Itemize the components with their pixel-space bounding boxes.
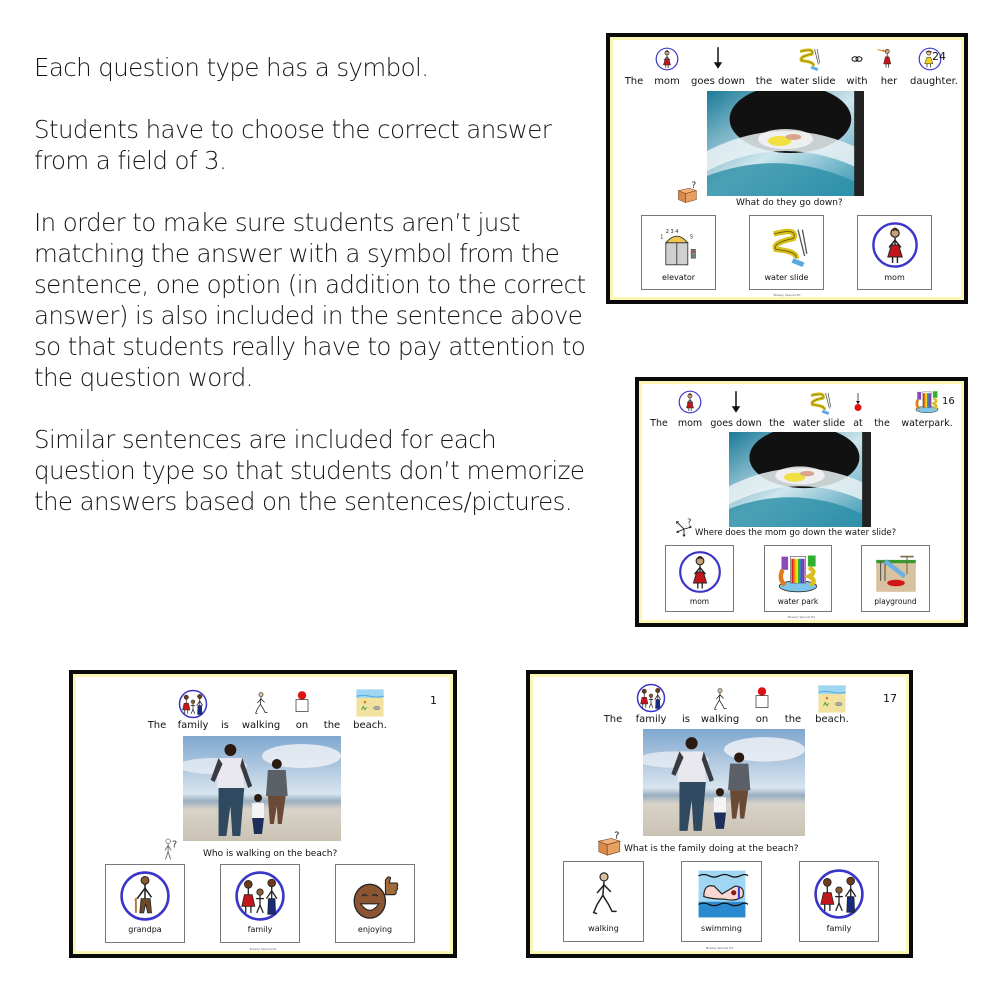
sentence-word: beach. [815, 714, 849, 725]
footer-credit: Breezy Special Ed [773, 293, 801, 297]
sentence-word: walking [700, 714, 740, 725]
sentence-word: with [846, 76, 868, 87]
beach-icon [353, 686, 387, 720]
on-icon [750, 682, 774, 714]
sentence-word: mom [654, 76, 680, 87]
answer-label: swimming [701, 924, 742, 933]
answer-label: mom [689, 597, 710, 606]
sentence-word: family [635, 714, 667, 725]
sentence-word: on [295, 720, 309, 731]
answer-label: walking [588, 924, 619, 933]
answer-option-swimming[interactable] [681, 861, 762, 942]
waterpark-icon [913, 388, 941, 414]
answer-option-water-park[interactable] [764, 545, 832, 612]
answer-label: playground [874, 597, 917, 606]
family-icon [636, 683, 666, 713]
page-number: 1 [430, 694, 437, 707]
sentence-word: is [221, 720, 229, 731]
on-icon [290, 686, 314, 718]
mom-icon [871, 221, 919, 269]
sentence-word: the [323, 720, 341, 731]
worksheet-card-16 [635, 377, 968, 627]
answer-option-elevator[interactable] [641, 215, 716, 290]
sentence-word: is [682, 714, 690, 725]
walking-icon [708, 682, 732, 716]
intro-paragraph-3: In order to make sure students aren’t just matching the answer with a symbol from the sentence, one option (in addition to the correct answer) is also included in the sentence above so that students really have to pay attention to the question word. [34, 208, 586, 392]
swimming-icon [696, 868, 748, 920]
grandpa-icon [119, 870, 171, 922]
page-number: 24 [932, 50, 946, 63]
water-slide-icon [795, 45, 821, 71]
beach-icon [815, 682, 849, 716]
worksheet-card-1 [69, 670, 457, 958]
down-arrow-icon [706, 45, 730, 71]
answer-label: family [247, 925, 273, 934]
question-text: Where does the mom go down the water slide? [695, 528, 897, 538]
answer-label: water park [777, 597, 819, 606]
answer-option-grandpa[interactable] [105, 864, 185, 943]
sentence-word: the [755, 76, 773, 87]
walking-icon [581, 866, 627, 920]
at-pin-icon [848, 389, 868, 415]
family-beach-photo [643, 729, 805, 836]
sentence [530, 714, 917, 728]
down-arrow-icon [724, 389, 748, 415]
footer-credit: Breezy Special Ed [249, 947, 277, 951]
answer-label: mom [884, 273, 905, 282]
who-person-icon [159, 834, 185, 864]
intro-paragraph-1: Each question type has a symbol. [34, 53, 429, 82]
sentence [73, 720, 461, 734]
answer-option-mom[interactable] [857, 215, 932, 290]
sentence-word: water slide [780, 76, 836, 87]
answer-option-family[interactable] [799, 861, 879, 942]
answer-label: elevator [661, 273, 696, 282]
water-slide-photo [729, 432, 871, 527]
what-box-icon [596, 830, 624, 858]
sentence-word: The [624, 76, 644, 87]
intro-paragraph-4: Similar sentences are included for each question type so that students don’t memorize the answers based on the sentences/pictures. [34, 425, 585, 516]
intro-paragraph-2: Students have to choose the correct answer from a field of 3. [34, 115, 552, 175]
question-text: Who is walking on the beach? [203, 849, 338, 859]
where-arrows-icon [673, 517, 695, 539]
water-slide-icon [765, 221, 809, 269]
sentence-word: waterpark. [901, 418, 953, 429]
question-text: What is the family doing at the beach? [624, 844, 799, 854]
sentence-word: the [874, 418, 890, 429]
answer-option-mom[interactable] [665, 545, 734, 612]
answer-option-water-slide[interactable] [749, 215, 824, 290]
answer-option-playground[interactable] [861, 545, 930, 612]
family-beach-photo [183, 736, 341, 841]
sentence-word: on [755, 714, 769, 725]
footer-credit: Breezy Special Ed [788, 615, 815, 619]
playground-icon [873, 550, 919, 594]
family-icon [813, 868, 865, 920]
sentence-word: The [650, 418, 668, 429]
walking-icon [249, 686, 273, 720]
page-number: 16 [942, 396, 955, 407]
answer-label: family [826, 924, 852, 933]
answer-option-enjoying[interactable] [335, 864, 415, 943]
enjoying-icon [349, 870, 401, 922]
sentence-word: walking [241, 720, 281, 731]
water-slide-icon [806, 389, 832, 415]
mom-icon [678, 550, 722, 594]
sentence [639, 418, 972, 432]
sentence-word: beach. [353, 720, 387, 731]
answer-label: grandpa [128, 925, 162, 934]
page-number: 17 [883, 692, 897, 705]
sentence-word: The [147, 720, 167, 731]
answer-label: enjoying [357, 925, 393, 934]
family-icon [178, 689, 208, 719]
sentence-word: her [880, 76, 898, 87]
sentence-word: daughter. [910, 76, 958, 87]
sentence-word: at [853, 418, 863, 429]
intro-text [34, 52, 604, 548]
worksheet-card-24 [606, 33, 968, 304]
sentence-word: the [784, 714, 802, 725]
mom-icon [655, 47, 679, 71]
elevator-icon [657, 221, 701, 269]
answer-option-family[interactable] [220, 864, 300, 943]
question-text: What do they go down? [736, 198, 843, 208]
sentence-word: goes down [691, 76, 745, 87]
sentence-word: mom [677, 418, 703, 429]
family-icon [234, 870, 286, 922]
water-slide-photo [707, 91, 864, 196]
sentence-word: family [177, 720, 209, 731]
answer-label: water slide [764, 273, 809, 282]
mom-icon [678, 390, 702, 414]
with-rings-icon [847, 49, 867, 69]
sentence-word: goes down [710, 418, 762, 429]
sentence [610, 76, 972, 90]
water-park-icon [774, 550, 822, 594]
answer-option-walking[interactable] [563, 861, 644, 942]
worksheet-card-17 [526, 670, 913, 958]
footer-credit: Breezy Special Ed [706, 946, 733, 950]
her-icon [874, 45, 898, 71]
sentence-word: The [603, 714, 623, 725]
what-box-icon [676, 181, 700, 205]
sentence-word: the [769, 418, 785, 429]
sentence-word: water slide [792, 418, 846, 429]
